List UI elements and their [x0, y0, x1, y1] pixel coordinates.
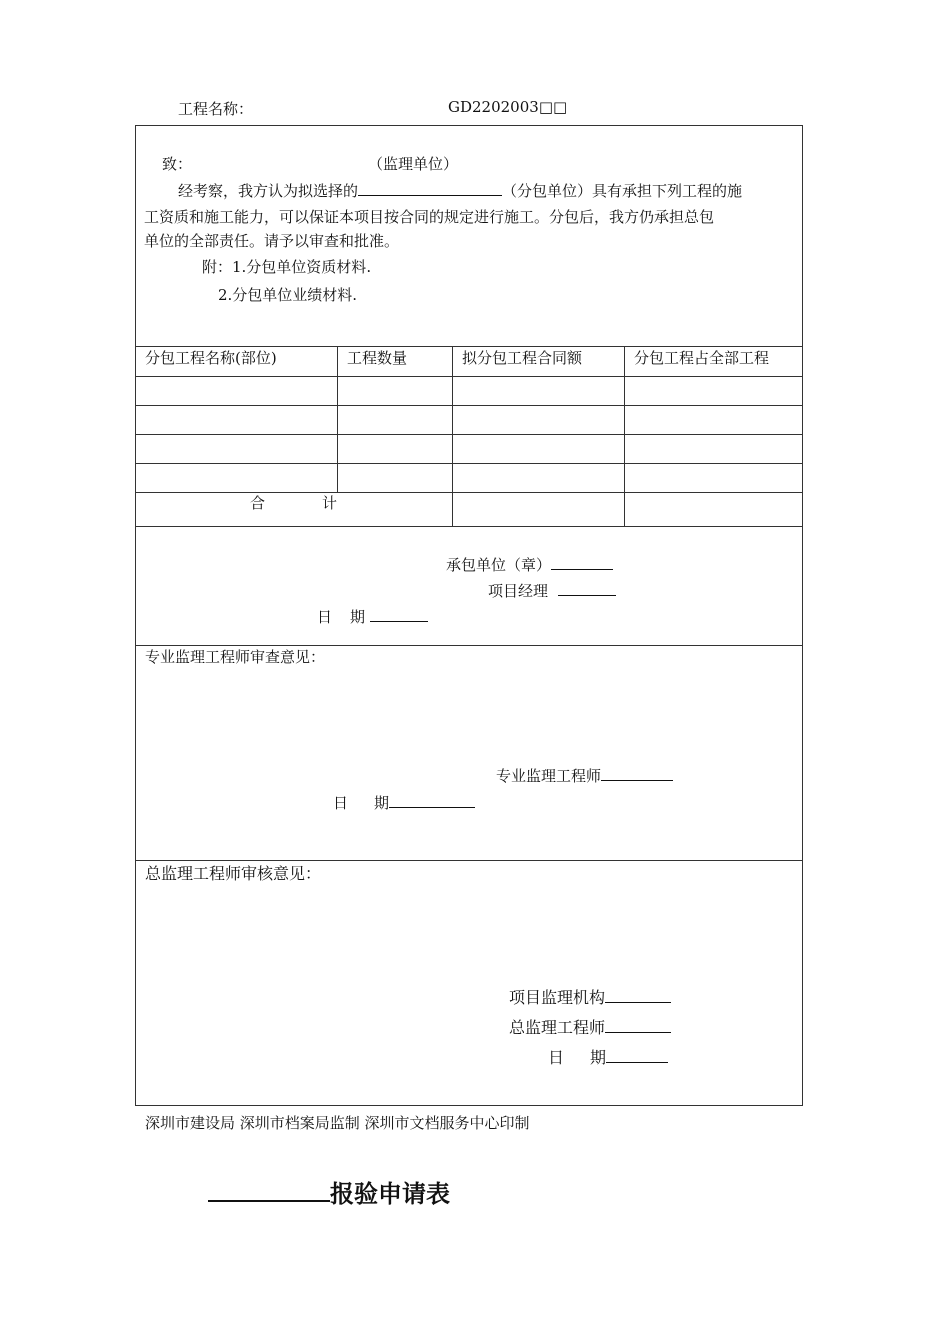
next-form-title: 报验申请表 [330, 1180, 450, 1208]
supervision-agency-blank[interactable] [605, 988, 671, 1003]
specialist-engineer-line [496, 765, 673, 786]
next-form-title-line [208, 1172, 450, 1209]
next-form-title-blank[interactable] [208, 1172, 330, 1202]
project-name-label: 工程名称： [178, 100, 254, 118]
table-col-border [452, 346, 453, 526]
contractor-date-blank[interactable] [370, 607, 428, 622]
contractor-date-char-1: 日 [317, 608, 333, 626]
attachment-2: 2.分包单位业绩材料. [218, 286, 358, 304]
table-bottom-border [135, 526, 803, 527]
contractor-date-line [317, 606, 428, 627]
chief-date-char-2: 期 [590, 1048, 607, 1067]
project-manager-label: 项目经理 [488, 582, 549, 600]
chief-engineer-line [509, 1015, 671, 1038]
col-header-quantity: 工程数量 [347, 349, 408, 367]
publisher-footer: 深圳市建设局 深圳市档案局监制 深圳市文档服务中心印制 [145, 1114, 530, 1132]
intro-line-1 [178, 178, 742, 204]
form-code: GD2202003□□ [448, 98, 568, 116]
specialist-date-char-1: 日 [333, 794, 349, 812]
supervision-agency-label: 项目监理机构 [509, 988, 606, 1007]
chief-engineer-label: 总监理工程师 [509, 1018, 606, 1037]
table-col-border [337, 346, 338, 492]
table-row-border [135, 492, 803, 493]
chief-date-blank[interactable] [606, 1048, 668, 1063]
subcontractor-blank[interactable] [358, 181, 502, 196]
table-row-border [135, 463, 803, 464]
total-label-char-1: 合 [250, 494, 266, 512]
intro-line-3: 单位的全部责任。请予以审查和批准。 [144, 232, 400, 250]
project-manager-line [488, 580, 616, 601]
col-header-percentage: 分包工程占全部工程 [634, 349, 770, 367]
intro-line-2: 工资质和施工能力，可以保证本项目按合同的规定进行施工。分包后，我方仍承担总包 [144, 208, 715, 226]
supervision-agency-line [509, 985, 671, 1008]
contractor-unit-label: 承包单位（章） [446, 556, 552, 574]
to-label: 致： [162, 155, 193, 173]
specialist-date-line [333, 792, 475, 813]
specialist-review-label: 专业监理工程师审查意见： [145, 648, 326, 666]
contractor-date-char-2: 期 [350, 608, 366, 626]
table-row-border [135, 434, 803, 435]
contractor-unit-blank[interactable] [551, 555, 613, 570]
attachment-1: 附：1.分包单位资质材料. [202, 258, 372, 276]
col-header-name: 分包工程名称(部位) [145, 349, 277, 367]
intro-rest: （分包单位）具有承担下列工程的施 [502, 182, 743, 200]
table-row-border [135, 405, 803, 406]
chief-engineer-blank[interactable] [605, 1018, 671, 1033]
specialist-date-blank[interactable] [389, 793, 475, 808]
chief-date-char-1: 日 [548, 1048, 565, 1067]
chief-date-line [548, 1045, 668, 1068]
intro-start: 经考察，我方认为拟选择的 [178, 182, 359, 200]
total-label-char-2: 计 [322, 494, 338, 512]
specialist-date-char-2: 期 [374, 794, 390, 812]
contractor-unit-line [446, 554, 613, 575]
project-manager-blank[interactable] [558, 581, 616, 596]
to-unit: （监理单位） [368, 155, 459, 173]
specialist-engineer-blank[interactable] [601, 766, 673, 781]
chief-review-label: 总监理工程师审核意见： [145, 864, 322, 883]
specialist-engineer-label: 专业监理工程师 [496, 767, 602, 785]
table-col-border [624, 346, 625, 526]
table-row-border [135, 376, 803, 377]
col-header-amount: 拟分包工程合同额 [462, 349, 583, 367]
